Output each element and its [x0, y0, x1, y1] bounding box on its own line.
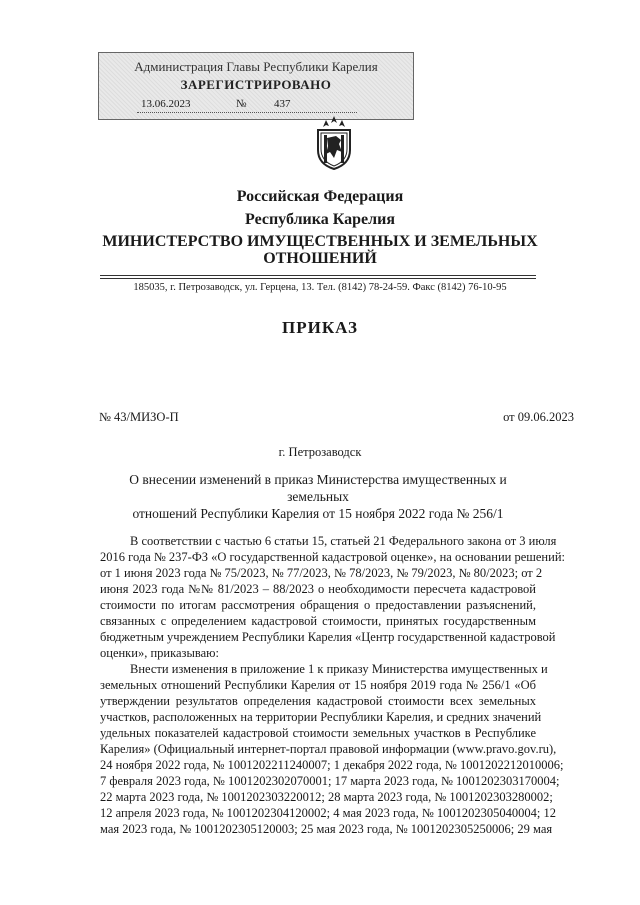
- body-line: связанных с определением кадастровой стоимости, принятых государственным: [100, 614, 536, 628]
- order-subject-line1: О внесении изменений в приказ Министерства имущественных и земельных: [129, 472, 507, 504]
- stamp-date: 13.06.2023: [141, 98, 191, 110]
- stamp-underline: [137, 112, 357, 113]
- body-line: 22 марта 2023 года, № 1001202303220012; 28 марта 2023 года, № 1001202303280002;: [100, 790, 553, 804]
- stamp-number-sign: №: [236, 98, 247, 110]
- stamp-registered-label: ЗАРЕГИСТРИРОВАНО: [180, 77, 332, 92]
- body-line: 7 февраля 2023 года, № 1001202302070001; 17 марта 2023 года, № 1001202303170004;: [100, 774, 560, 788]
- order-subject: [100, 471, 536, 522]
- country-heading: Российская Федерация: [236, 188, 404, 205]
- order-subject-line2: отношений Республики Карелия от 15 ноября 2022 года № 256/1: [132, 506, 504, 521]
- body-line: стоимости по итогам рассмотрения обращения о предоставлении разъяснений,: [100, 598, 536, 612]
- body-line: 12 апреля 2023 года, № 1001202304120002; 4 мая 2023 года, № 1001202305040004; 12: [100, 806, 557, 820]
- order-number: № 43/МИЗО-П: [99, 410, 179, 424]
- body-line: Внести изменения в приложение 1 к приказу Министерства имущественных и: [130, 662, 548, 676]
- body-line: участков, расположенных на территории Республики Карелия, и средних значений: [100, 710, 542, 724]
- order-date: от 09.06.2023: [503, 410, 574, 424]
- republic-heading: Республика Карелия: [245, 211, 395, 228]
- ministry-heading-line1: МИНИСТЕРСТВО ИМУЩЕСТВЕННЫХ И ЗЕМЕЛЬНЫХ: [102, 233, 538, 250]
- stamp-organization: Администрация Главы Республики Карелия: [134, 59, 378, 74]
- body-line: утверждении результатов определения кадастровой стоимости всех земельных: [100, 694, 536, 708]
- order-city: г. Петрозаводск: [278, 445, 362, 459]
- ministry-heading-line2: ОТНОШЕНИЙ: [263, 250, 377, 267]
- karelia-coat-of-arms-icon: [312, 114, 356, 170]
- body-line: от 1 июня 2023 года № 75/2023, № 77/2023, № 78/2023, № 79/2023, № 80/2023; от 2: [100, 566, 543, 580]
- header-rule: [100, 275, 536, 276]
- body-line: июня 2023 года №№ 81/2023 – 88/2023 о необходимости пересчета кадастровой: [100, 582, 536, 596]
- body-line: В соответствии с частью 6 статьи 15, статьей 21 Федерального закона от 3 июля: [130, 534, 557, 548]
- body-line: бюджетным учреждением Республики Карелия «Центр государственной кадастровой: [100, 630, 556, 644]
- body-line: удельных показателей кадастровой стоимости земельных участков в Республике: [100, 726, 536, 740]
- body-line: 2016 года № 237-ФЗ «О государственной кадастровой оценке», на основании решений:: [100, 550, 565, 564]
- document-type-title: ПРИКАЗ: [282, 318, 358, 337]
- body-line: Карелия» (Официальный интернет-портал правовой информации (www.pravo.gov.ru),: [100, 742, 557, 756]
- registration-stamp: [98, 52, 414, 120]
- stamp-number: 437: [274, 98, 291, 110]
- body-line: 24 ноября 2022 года, № 1001202211240007; 1 декабря 2022 года, № 1001202212010006;: [100, 758, 564, 772]
- header-rule-second: [100, 278, 536, 279]
- body-line: оценки», приказываю:: [100, 646, 219, 660]
- ministry-address: 185035, г. Петрозаводск, ул. Герцена, 13. Тел. (8142) 78-24-59. Факс (8142) 76-10-95: [133, 282, 507, 293]
- body-line: земельных отношений Республики Карелия от 15 ноября 2019 года № 256/1 «Об: [100, 678, 536, 692]
- body-line: мая 2023 года, № 1001202305120003; 25 мая 2023 года, № 1001202305250006; 29 мая: [100, 822, 553, 836]
